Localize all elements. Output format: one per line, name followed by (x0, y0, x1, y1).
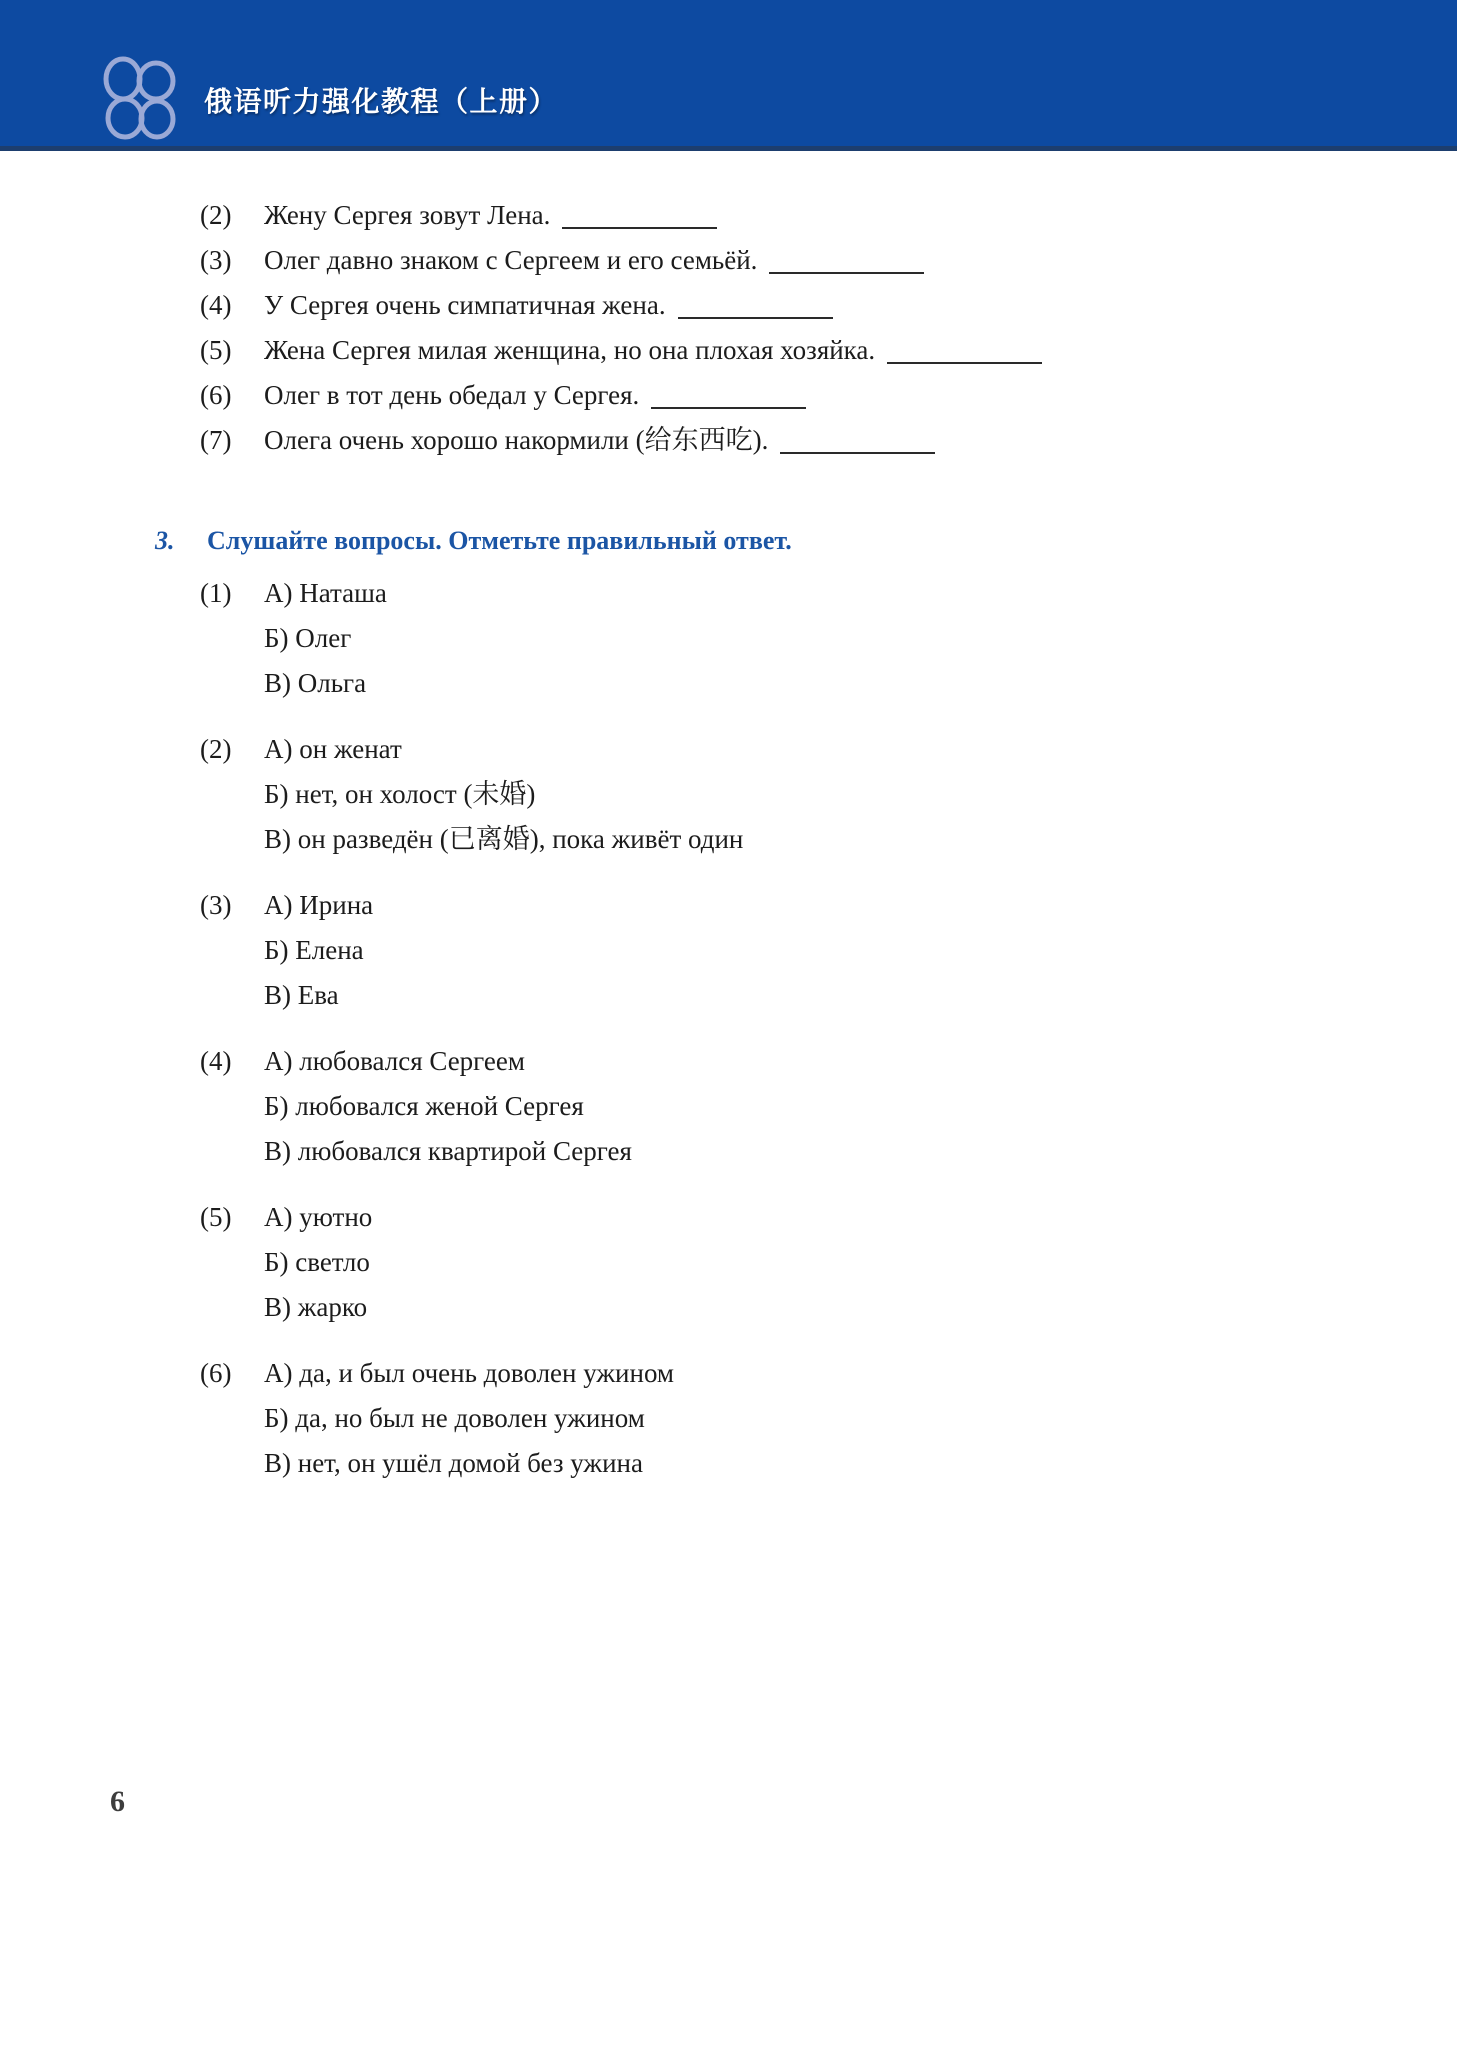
statement-sentence: Жену Сергея зовут Лена. (264, 200, 551, 230)
page-number: 6 (110, 1785, 125, 1818)
statement-row (200, 193, 1457, 238)
question-row (200, 883, 1457, 1018)
question-number: (4) (200, 1046, 232, 1076)
option-b: Б) светло (264, 1247, 370, 1277)
question-number: (3) (200, 890, 232, 920)
answer-blank (562, 200, 717, 229)
questions-list (200, 571, 1457, 1486)
option-v: В) Ольга (264, 668, 367, 698)
question-number: (6) (200, 1358, 232, 1388)
answer-blank (887, 335, 1042, 364)
statement-text (264, 373, 806, 418)
options-group (264, 571, 387, 706)
option-v: В) он разведён (已离婚), пока живёт один (264, 824, 744, 854)
option-a: А) он женат (264, 734, 402, 764)
statement-sentence: Олега очень хорошо накормили (给东西吃). (264, 425, 769, 455)
option-a: А) Ирина (264, 890, 374, 920)
statement-row (200, 373, 1457, 418)
option-b: Б) любовался женой Сергея (264, 1091, 584, 1121)
question-number: (1) (200, 578, 232, 608)
statement-number: (5) (200, 335, 232, 365)
statement-number: (3) (200, 245, 232, 275)
statement-row (200, 283, 1457, 328)
option-a: А) уютно (264, 1202, 373, 1232)
option-v: В) жарко (264, 1292, 368, 1322)
statement-sentence: Олег давно знаком с Сергеем и его семьёй. (264, 245, 758, 275)
statement-number: (7) (200, 425, 232, 455)
option-v: В) нет, он ушёл домой без ужина (264, 1448, 643, 1478)
question-row (200, 727, 1457, 862)
statement-text (264, 328, 1042, 373)
question-number: (5) (200, 1202, 232, 1232)
statement-text (264, 283, 833, 328)
question-number: (2) (200, 734, 232, 764)
question-row (200, 1195, 1457, 1330)
statement-text (264, 238, 924, 283)
question-row (200, 1039, 1457, 1174)
statement-row (200, 238, 1457, 283)
option-a: А) любовался Сергеем (264, 1046, 525, 1076)
section-heading (155, 523, 1457, 559)
statement-text (264, 193, 717, 238)
statement-text (264, 418, 935, 463)
statement-row (200, 328, 1457, 373)
options-group (264, 727, 743, 862)
answer-blank (769, 245, 924, 274)
option-a: А) да, и был очень доволен ужином (264, 1358, 675, 1388)
statements-list (200, 193, 1457, 463)
option-b: Б) нет, он холост (未婚) (264, 779, 536, 809)
answer-blank (651, 380, 806, 409)
section-title: Слушайте вопросы. Отметьте правильный ответ. (207, 526, 792, 555)
option-v: В) Ева (264, 980, 339, 1010)
options-group (264, 1039, 632, 1174)
option-b: Б) Елена (264, 935, 364, 965)
statement-number: (4) (200, 290, 232, 320)
question-row (200, 1351, 1457, 1486)
section-number: 3. (155, 526, 175, 555)
statement-row (200, 418, 1457, 463)
option-v: В) любовался квартирой Сергея (264, 1136, 632, 1166)
question-row (200, 571, 1457, 706)
options-group (264, 1351, 674, 1486)
option-b: Б) Олег (264, 623, 352, 653)
statement-sentence: Жена Сергея милая женщина, но она плохая хозяйка. (264, 335, 876, 365)
answer-blank (780, 425, 935, 454)
statement-sentence: Олег в тот день обедал у Сергея. (264, 380, 640, 410)
statement-sentence: У Сергея очень симпатичная жена. (264, 290, 666, 320)
options-group (264, 883, 373, 1018)
statement-number: (6) (200, 380, 232, 410)
option-a: А) Наташа (264, 578, 387, 608)
book-title: 俄语听力强化教程（上册） (204, 86, 559, 117)
four-rings-icon (99, 56, 181, 142)
statement-number: (2) (200, 200, 232, 230)
options-group (264, 1195, 372, 1330)
answer-blank (678, 290, 833, 319)
page-header (0, 0, 1457, 151)
option-b: Б) да, но был не доволен ужином (264, 1403, 645, 1433)
